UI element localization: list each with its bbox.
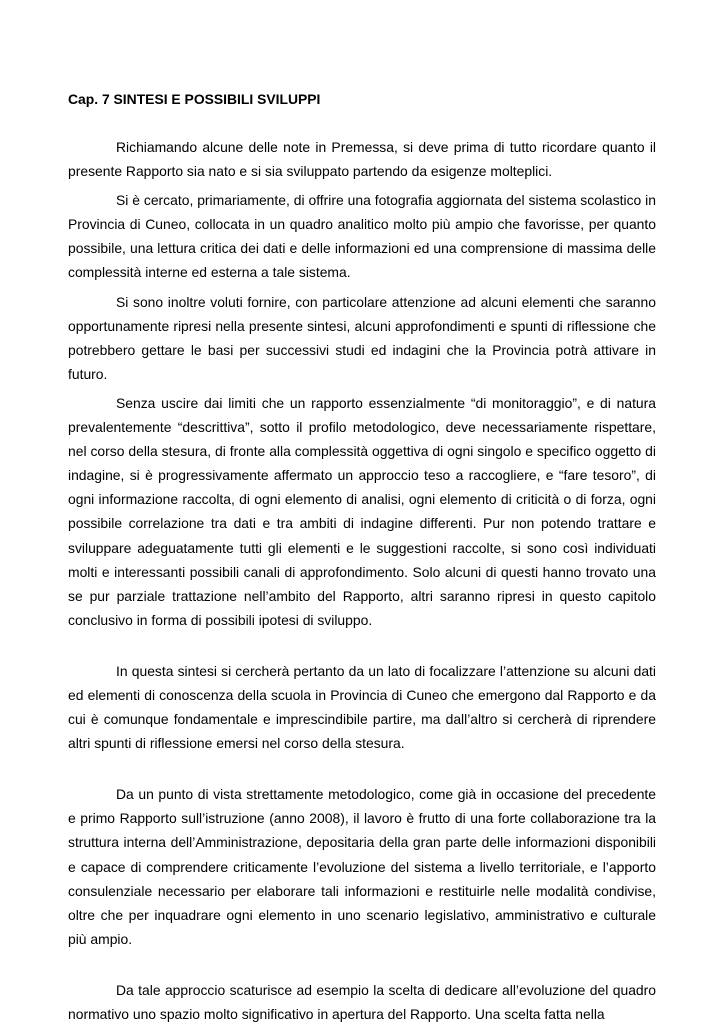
paragraph-7: Da tale approccio scaturisce ad esempio la scelta di dedicare all’evoluzione del quadro normativo uno spazio molto significativo in apertura del Rapporto. Una scelta fatta nella [68,981,656,1022]
paragraph-1: Richiamando alcune delle note in Premessa, si deve prima di tutto ricordare quanto il presente Rapporto sia nato e si sia sviluppato partendo da esigenze molteplici. [68,139,656,180]
chapter-heading: Cap. 7 SINTESI E POSSIBILI SVILUPPI [68,91,321,107]
document-page [68,87,656,1026]
paragraph-5: In questa sintesi si cercherà pertanto da un lato di focalizzare l’attenzione su alcuni dati ed elementi di conoscenza della scuola in Provincia di Cuneo che emergono dal Rapporto e da cui è comunque fondamentale e imprescindibile partire, ma dall’altro si cercherà di riprendere altri spunti di riflessione emersi nel corso della stesura. [68,662,656,752]
paragraph-4: Senza uscire dai limiti che un rapporto essenzialmente “di monitoraggio”, e di natura prevalentemente “descrittiva”, sotto il profilo metodologico, deve necessariamente rispettare, nel corso della stesura, di fronte alla complessità oggettiva di ogni singolo e specifico oggetto di indagine, si è progressivamente affermato un approccio teso a raccogliere, e “fare tesoro”, di ogni informazione raccolta, di ogni elemento di analisi, ogni elemento di criticità o di forza, ogni possibile correlazione tra dati e tra ambiti di indagine differenti. Pur non potendo trattare e sviluppare adeguatamente tutti gli elementi e le suggestioni raccolte, si sono così individuati molti e interessanti possibili canali di approfondimento. Solo alcuni di questi hanno trovato una se pur parziale trattazione nell’ambito del Rapporto, altri saranno ripresi in questo capitolo conclusivo in forma di possibili ipotesi di sviluppo. [68,394,656,628]
paragraph-2: Si è cercato, primariamente, di offrire una fotografia aggiornata del sistema scolastico in Provincia di Cuneo, collocata in un quadro analitico molto più ampio che favorisse, per quanto possibile, una lettura critica dei dati e delle informazioni ed una comprensione di massima delle complessità interne ed esterna a tale sistema. [68,192,656,281]
paragraph-3: Si sono inoltre voluti fornire, con particolare attenzione ad alcuni elementi che saranno opportunamente ripresi nella presente sintesi, alcuni approfondimenti e spunti di riflessione che potrebbero gettare le basi per successivi studi ed indagini che la Provincia potrà attivare in futuro. [68,293,656,382]
paragraph-6: Da un punto di vista strettamente metodologico, come già in occasione del precedente e primo Rapporto sull’istruzione (anno 2008), il lavoro è frutto di una forte collaborazione tra la struttura interna dell’Amministrazione, depositaria della gran parte delle informazioni disponibili e capace di comprendere criticamente l’evoluzione del sistema a livello territoriale, e l’apporto consulenziale necessario per elaborare tali informazioni e restituirle nelle modalità condivise, oltre che per inquadrare ogni elemento in uno scenario legislativo, amministrativo e culturale più ampio. [68,786,656,947]
